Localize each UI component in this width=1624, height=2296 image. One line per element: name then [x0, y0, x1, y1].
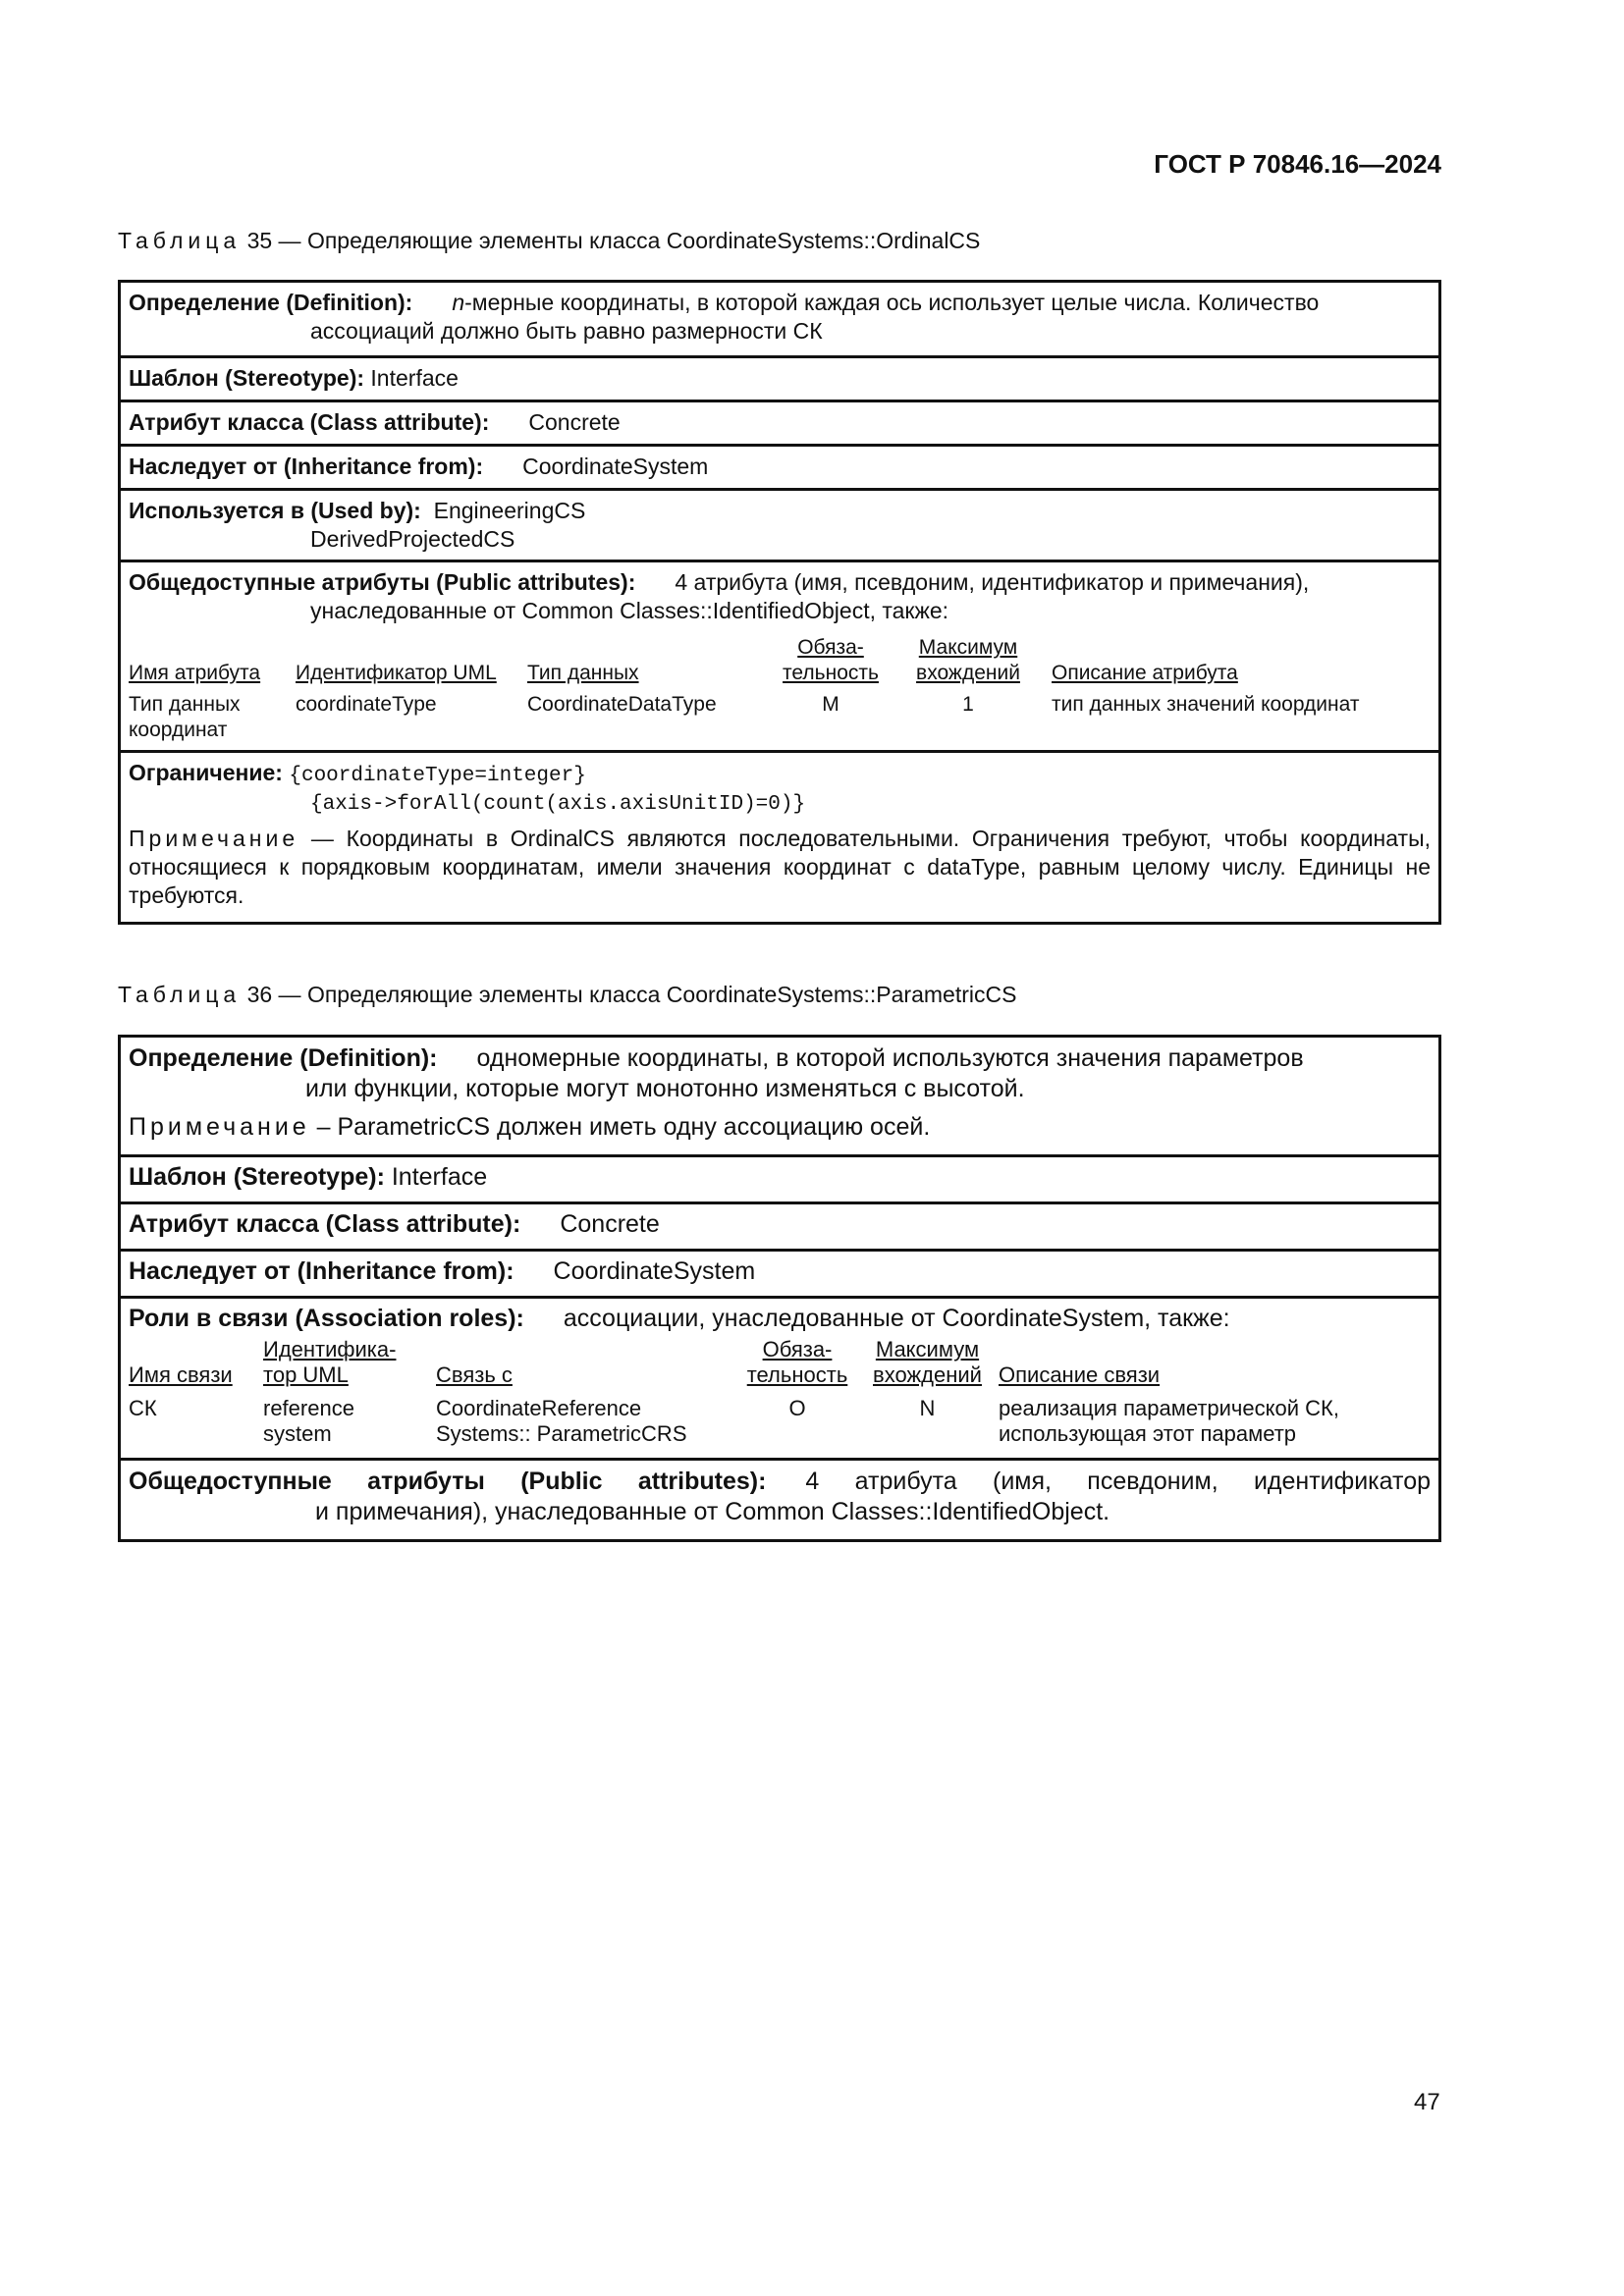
definition-cont: ассоциаций должно быть равно размерности СК [310, 318, 823, 344]
note-label: Примечание [129, 1113, 310, 1141]
column-header: вхождений [873, 1362, 982, 1387]
column-header: Идентифика- [263, 1337, 397, 1362]
public-label: Общедоступные атрибуты (Public attributes): [129, 569, 636, 595]
table-cell: O [788, 1396, 806, 1420]
table-36 [118, 1035, 1441, 1542]
page-number: 47 [1414, 2089, 1440, 2115]
table-35-caption [118, 228, 980, 254]
note [129, 825, 1431, 910]
column-header: тельность [746, 1362, 848, 1387]
class-attribute-row [121, 1204, 1438, 1252]
caption-text: 35 — Определяющие элементы класса CoordinateSystems::OrdinalCS [246, 228, 981, 253]
caption-word: Таблица [118, 228, 242, 253]
table-cell: тип данных значений координат [1052, 693, 1360, 716]
constraint: {coordinateType=integer} [289, 765, 586, 787]
used-by-item: EngineeringCS [433, 498, 586, 523]
constraint: {axis->forAll(count(axis.axisUnitID)=0)} [310, 793, 806, 816]
used-by-label: Используется в (Used by): [129, 498, 421, 523]
column-header-max-occurrences [909, 635, 1027, 686]
column-header-obligation [782, 635, 880, 686]
table-cell: CoordinateDataType [527, 693, 717, 716]
caption-word: Таблица [118, 982, 242, 1007]
inherit-value: CoordinateSystem [522, 454, 709, 479]
stereotype-label: Шаблон (Stereotype): [129, 1163, 385, 1191]
definition-label: Определение (Definition): [129, 290, 413, 315]
table-cell: 1 [962, 693, 974, 716]
public-text: 4 атрибута (имя, псевдоним, идентификатор и примечания), [675, 569, 1310, 595]
note-text: — Координаты в OrdinalCS являются последовательными. Ограничения требуют, чтобы координаты, относящиеся к порядковым координатам, имели значения координат с dataType, равным целому числу. Единицы не требуются. [129, 826, 1431, 908]
table-36-caption [118, 982, 1016, 1008]
stereotype-value: Interface [391, 1163, 488, 1191]
public-cont: и примечания), унаследованные от Common Classes::IdentifiedObject. [315, 1498, 1110, 1525]
column-header: Максимум [875, 1337, 980, 1362]
roles-table [129, 1337, 1431, 1447]
column-header: Максимум вхождений [916, 636, 1020, 684]
table-cell: coordinateType [296, 693, 437, 716]
inherit-label: Наследует от (Inheritance from): [129, 1257, 514, 1285]
column-header: Связь с [436, 1362, 513, 1387]
column-header: Обяза-тельность [783, 636, 879, 684]
public-cont: унаследованные от Common Classes::IdentifiedObject, также: [310, 598, 949, 623]
roles-text: ассоциации, унаследованные от CoordinateSystem, также: [563, 1305, 1230, 1332]
definition-em: n [452, 290, 465, 315]
stereotype-label: Шаблон (Stereotype): [129, 365, 365, 391]
definition-row [121, 283, 1438, 358]
class-attr-label: Атрибут класса (Class attribute): [129, 1210, 521, 1238]
column-header: Имя атрибута [129, 662, 261, 684]
note-label: Примечание [129, 826, 299, 851]
roles-label: Роли в связи (Association roles): [129, 1305, 524, 1332]
association-roles-row [121, 1299, 1438, 1461]
class-attr-value: Concrete [560, 1210, 660, 1238]
column-header: тор UML [263, 1362, 349, 1387]
column-header: Обяза- [762, 1337, 833, 1362]
definition-text: -мерные координаты, в которой каждая ось использует целые числа. Количество [464, 290, 1320, 315]
document-id: ГОСТ Р 70846.16—2024 [1154, 149, 1441, 179]
used-by-row [121, 491, 1438, 562]
definition-row [121, 1038, 1438, 1157]
table-35 [118, 280, 1441, 925]
table-cell: Тип данных координат [129, 693, 241, 741]
column-header: Описание связи [999, 1362, 1161, 1387]
definition-cont: или функции, которые могут монотонно изменяться с высотой. [305, 1075, 1025, 1102]
column-header: Имя связи [129, 1362, 233, 1387]
note-text: – ParametricCS должен иметь одну ассоциацию осей. [316, 1113, 931, 1141]
public-label: Общедоступные атрибуты (Public attributes): [129, 1468, 767, 1495]
public-attributes-row [121, 562, 1438, 753]
definition-text: одномерные координаты, в которой используются значения параметров [476, 1044, 1304, 1072]
stereotype-value: Interface [370, 365, 459, 391]
stereotype-row [121, 1157, 1438, 1204]
table-cell: CoordinateReference Systems:: ParametricCRS [436, 1396, 687, 1446]
inheritance-row [121, 447, 1438, 491]
used-by-item: DerivedProjectedCS [310, 526, 515, 552]
column-header: Описание атрибута [1052, 662, 1238, 684]
constraint-row [121, 753, 1438, 922]
class-attr-value: Concrete [528, 409, 621, 435]
table-cell: M [822, 693, 839, 716]
class-attr-label: Атрибут класса (Class attribute): [129, 409, 490, 435]
table-cell: реализация параметрической СК, использующая этот параметр [999, 1396, 1339, 1446]
class-attribute-row [121, 402, 1438, 447]
inherit-value: CoordinateSystem [553, 1257, 756, 1285]
table-cell: reference system [263, 1396, 354, 1446]
public-attributes-row [121, 1461, 1438, 1539]
inherit-label: Наследует от (Inheritance from): [129, 454, 484, 479]
constraint-label: Ограничение: [129, 760, 283, 785]
definition-label: Определение (Definition): [129, 1044, 438, 1072]
inheritance-row [121, 1252, 1438, 1299]
table-cell: СК [129, 1396, 157, 1420]
note [129, 1112, 1431, 1143]
stereotype-row [121, 358, 1438, 402]
table-cell: N [919, 1396, 936, 1420]
column-header: Тип данных [527, 662, 639, 684]
caption-text: 36 — Определяющие элементы класса CoordinateSystems::ParametricCS [246, 982, 1017, 1007]
public-text: 4 атрибута (имя, псевдоним, идентификатор [805, 1468, 1431, 1495]
attributes-table [129, 635, 1431, 743]
column-header: Идентификатор UML [296, 662, 497, 684]
